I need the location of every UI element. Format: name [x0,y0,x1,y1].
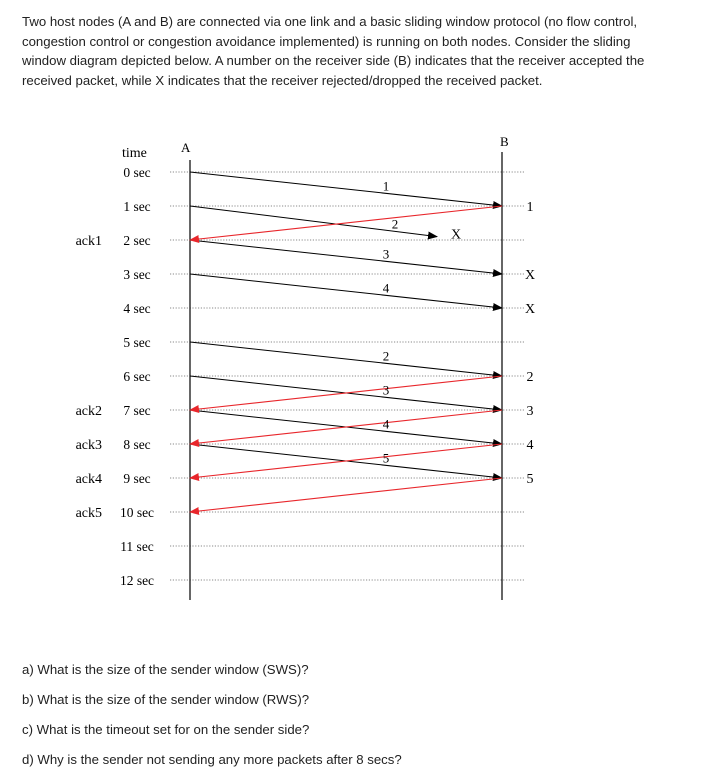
packet-number: 5 [382,450,390,466]
time-label: 4 sec [123,301,151,316]
packet-line-4 [190,274,502,308]
time-label: 5 sec [123,335,151,350]
time-label: 3 sec [123,267,151,282]
time-label: 0 sec [123,165,151,180]
time-label: 8 sec [123,437,151,452]
question-a: a) What is the size of the sender window (SWS)? [22,662,309,677]
problem-statement: Two host nodes (A and B) are connected via one link and a basic sliding window protocol (no flow control, congestion control or congestion avoidance implemented) is running on both nodes. Consider the sliding window diagram depicted below. A number on the receiver side (B) indicates that the receiver accepted the received packet, while X indicates that the receiver rejected/dropped the received packet. [22,14,645,88]
ack-label-ack3: ack3 [75,438,102,453]
accepted-mark: 5 [526,472,534,487]
time-label: 11 sec [120,539,154,554]
sender-label: A [181,140,191,155]
ack-label-ack4: ack4 [75,472,102,487]
time-label: 10 sec [119,505,155,520]
packet-number: 1 [382,178,390,194]
question-d: d) Why is the sender not sending any more packets after 8 secs? [22,752,402,767]
ack-label-ack5: ack5 [75,506,102,521]
time-label: 6 sec [123,369,151,384]
rejected-mark: X [450,227,462,243]
packet-line-3 [190,240,502,274]
packet-number: 2 [382,348,390,364]
packet-number: 3 [382,246,390,262]
packet-number: 4 [382,280,390,296]
packet-number: 3 [382,382,390,398]
accepted-mark: 2 [526,370,534,385]
time-label: 7 sec [123,403,151,418]
packet-number: 2 [391,216,399,232]
accepted-mark: 1 [526,200,534,215]
rejected-mark: X [524,268,536,283]
packet-line-1 [190,172,502,206]
ack-label-ack2: ack2 [75,404,102,419]
time-label: 12 sec [119,573,155,588]
question-c: c) What is the timeout set for on the sender side? [22,722,310,737]
accepted-mark: 3 [526,404,534,419]
rejected-mark: X [524,302,536,317]
time-header: time [122,146,147,161]
ack-label-ack1: ack1 [75,234,102,249]
packet-line-2 [190,206,437,237]
time-label: 9 sec [123,471,151,486]
receiver-label: B [500,134,509,149]
time-label: 2 sec [123,233,151,248]
ack-line-5 [190,478,502,512]
accepted-mark: 4 [526,438,534,453]
time-label: 1 sec [123,199,151,214]
packet-line-2 [190,342,502,376]
packet-number: 4 [382,416,390,432]
question-b: b) What is the size of the sender window (RWS)? [22,692,310,707]
